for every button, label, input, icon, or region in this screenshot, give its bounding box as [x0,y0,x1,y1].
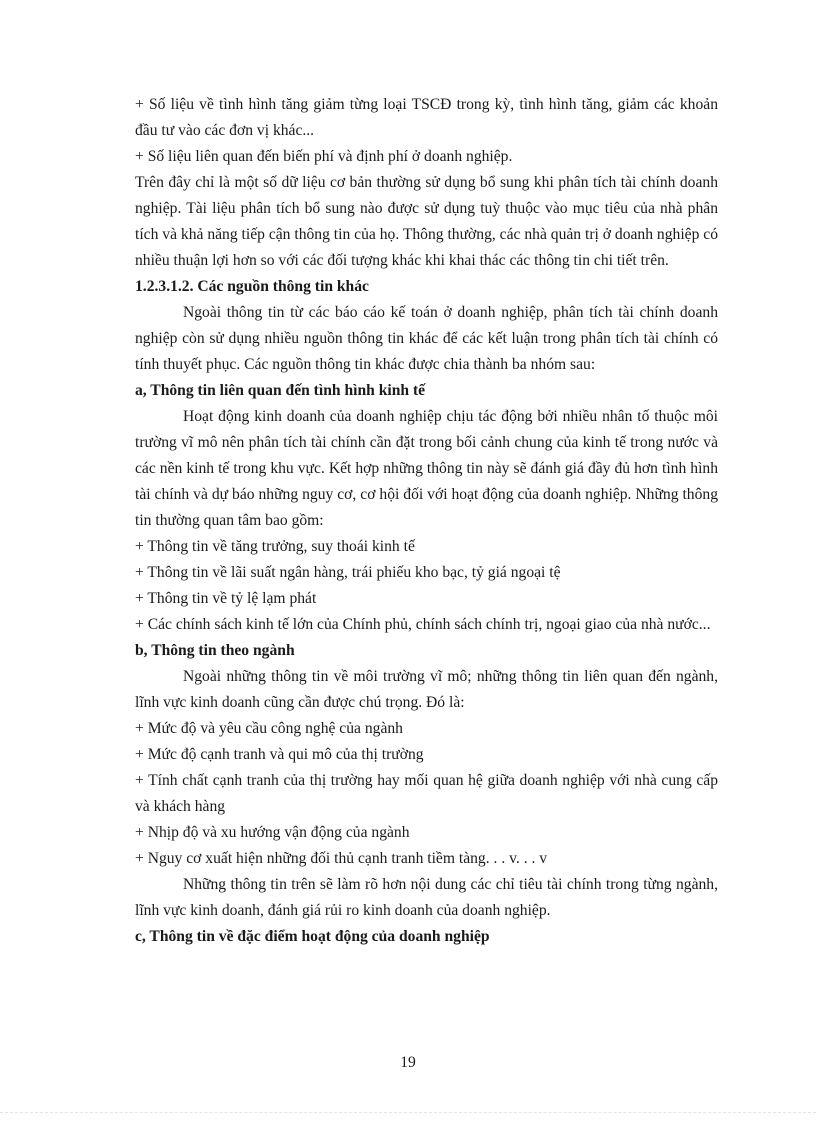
paragraph: + Số liệu về tình hình tăng giảm từng loại TSCĐ trong kỳ, tình hình tăng, giảm các khoản đầu tư vào các đơn vị khác... [135,96,718,139]
page-bottom-divider [0,1112,816,1113]
list-item: + Thông tin về tăng trưởng, suy thoái kinh tế [135,538,415,555]
list-item: + Thông tin về lãi suất ngân hàng, trái phiếu kho bạc, tỷ giá ngoại tệ [135,564,561,581]
list-item: + Thông tin về tỷ lệ lạm phát [135,590,317,607]
list-item: + Tính chất cạnh tranh của thị trường hay mối quan hệ giữa doanh nghiệp với nhà cung cấp và khách hàng [135,772,718,815]
paragraph: Ngoài thông tin từ các báo cáo kế toán ở doanh nghiệp, phân tích tài chính doanh nghiệp còn sử dụng nhiều nguồn thông tin khác để các kết luận trong phân tích tài chính có tính thuyết phục. Các nguồn thông tin khác được chia thành ba nhóm sau: [135,304,718,373]
list-item: + Nhịp độ và xu hướng vận động của ngành [135,824,410,841]
page-number: 19 [400,1054,416,1071]
subsection-heading: b, Thông tin theo ngành [135,642,295,659]
paragraph: Những thông tin trên sẽ làm rõ hơn nội dung các chỉ tiêu tài chính trong từng ngành, lĩnh vực kinh doanh, đánh giá rủi ro kinh doanh của doanh nghiệp. [135,876,718,919]
paragraph: Trên đây chỉ là một số dữ liệu cơ bản thường sử dụng bổ sung khi phân tích tài chính doanh nghiệp. Tài liệu phân tích bổ sung nào được sử dụng tuỳ thuộc vào mục tiêu của nhà phân tích và khả năng tiếp cận thông tin của họ. Thông thường, các nhà quản trị ở doanh nghiệp có nhiều thuận lợi hơn so với các đối tượng khác khi khai thác các thông tin chi tiết trên. [135,174,718,269]
list-item: + Nguy cơ xuất hiện những đối thủ cạnh tranh tiềm tàng. . . v. . . v [135,850,548,867]
document-body [135,92,718,950]
list-item: + Các chính sách kinh tế lớn của Chính phủ, chính sách chính trị, ngoại giao của nhà nước... [135,616,711,633]
paragraph: Hoạt động kinh doanh của doanh nghiệp chịu tác động bởi nhiều nhân tố thuộc môi trường vĩ mô nên phân tích tài chính cần đặt trong bối cảnh chung của kinh tế trong nước và các nền kinh tế trong khu vực. Kết hợp những thông tin này sẽ đánh giá đầy đủ hơn tình hình tài chính và dự báo những nguy cơ, cơ hội đối với hoạt động của doanh nghiệp. Những thông tin thường quan tâm bao gồm: [135,408,718,529]
subsection-heading: a, Thông tin liên quan đến tình hình kinh tế [135,382,426,399]
list-item: + Mức độ cạnh tranh và qui mô của thị trường [135,746,424,763]
paragraph: Ngoài những thông tin về môi trường vĩ mô; những thông tin liên quan đến ngành, lĩnh vực kinh doanh cũng cần được chú trọng. Đó là: [135,668,718,711]
section-heading: 1.2.3.1.2. Các nguồn thông tin khác [135,278,369,295]
subsection-heading: c, Thông tin về đặc điểm hoạt động của doanh nghiệp [135,928,490,945]
list-item: + Mức độ và yêu cầu công nghệ của ngành [135,720,403,737]
paragraph: + Số liệu liên quan đến biến phí và định phí ở doanh nghiệp. [135,148,513,165]
